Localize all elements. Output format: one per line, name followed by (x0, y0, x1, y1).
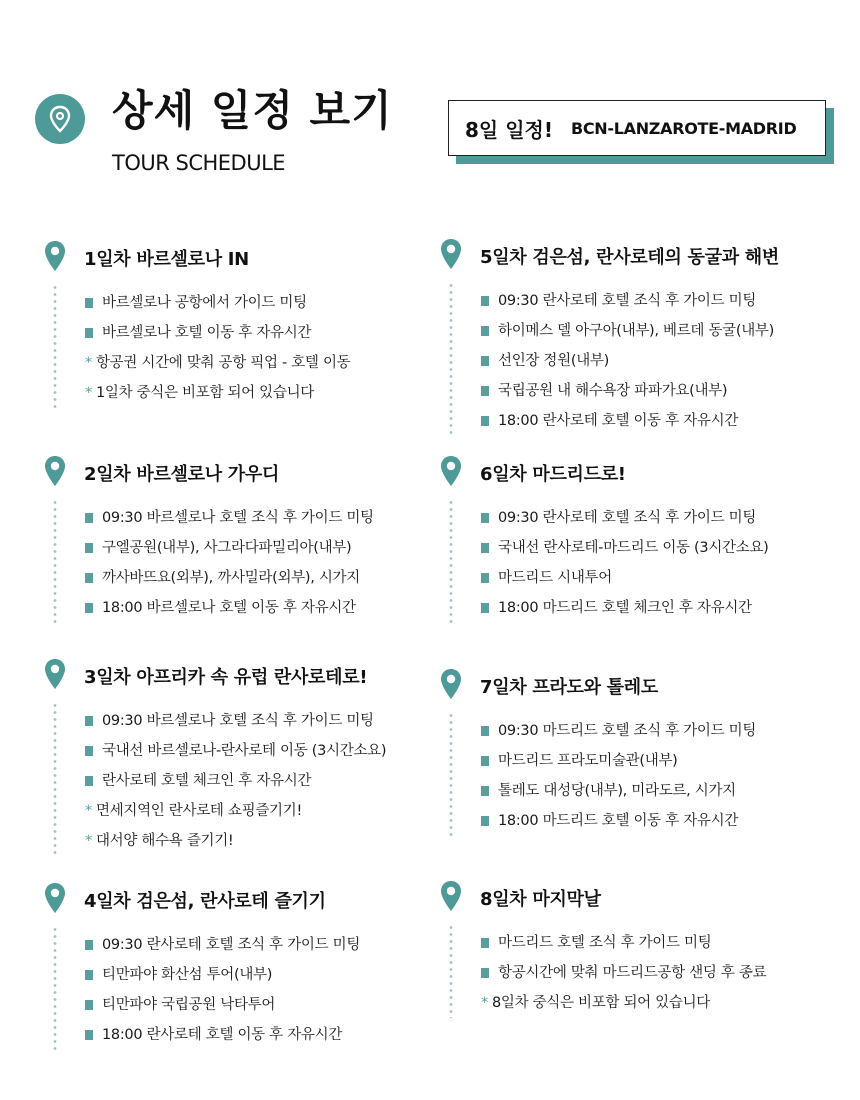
square-bullet-icon (85, 716, 93, 726)
list-item (481, 533, 830, 563)
location-pin-icon (44, 240, 66, 272)
timeline-dots (449, 924, 453, 1018)
day-items (440, 286, 830, 436)
list-item (481, 593, 830, 623)
square-bullet-icon (85, 603, 93, 613)
item-text: 항공권 시간에 맞춰 공항 픽업 - 호텔 이동 (95, 355, 351, 371)
list-item (85, 563, 434, 593)
note-item (85, 826, 434, 856)
list-item (481, 406, 830, 436)
item-text: 8일차 중식은 비포함 되어 있습니다 (491, 995, 711, 1011)
item-text: 18:00 마드리드 호텔 체크인 후 자유시간 (498, 600, 752, 616)
item-text: 09:30 란사로테 호텔 조식 후 가이드 미팅 (498, 510, 757, 526)
timeline-dots (53, 284, 57, 408)
day-header (440, 238, 830, 272)
list-item (481, 376, 830, 406)
item-text: 란사로테 호텔 체크인 후 자유시간 (102, 773, 312, 789)
square-bullet-icon (481, 296, 489, 306)
day-title: 5일차 검은섬, 란사로테의 동굴과 해변 (480, 247, 779, 268)
list-item (481, 563, 830, 593)
square-bullet-icon (85, 1000, 93, 1010)
list-item (85, 930, 434, 960)
day-items (44, 930, 434, 1050)
list-item (481, 746, 830, 776)
square-bullet-icon (85, 298, 93, 308)
day-block (44, 455, 434, 623)
square-bullet-icon (481, 938, 489, 948)
item-text: 바르셀로나 공항에서 가이드 미팅 (102, 295, 307, 311)
list-item (481, 346, 830, 376)
list-item (85, 503, 434, 533)
day-title: 1일차 바르셀로나 IN (84, 249, 249, 270)
list-item (481, 503, 830, 533)
square-bullet-icon (85, 970, 93, 980)
item-text: 18:00 란사로테 호텔 이동 후 자유시간 (102, 1027, 343, 1043)
list-item (85, 288, 434, 318)
day-block (440, 238, 830, 436)
list-item (481, 316, 830, 346)
item-text: 티만파야 화산섬 투어(내부) (102, 967, 273, 983)
day-items (44, 288, 434, 408)
day-items (44, 706, 434, 856)
item-text: 국내선 바르셀로나-란사로테 이동 (3시간소요) (102, 743, 387, 759)
list-item (481, 716, 830, 746)
badge-days: 8일 일정! (465, 117, 553, 142)
item-text: 마드리드 호텔 조식 후 가이드 미팅 (498, 935, 712, 951)
day-block (440, 668, 830, 836)
day-block (44, 240, 434, 408)
square-bullet-icon (85, 940, 93, 950)
day-title: 6일차 마드리드로! (480, 464, 626, 485)
item-text: 선인장 정원(내부) (498, 353, 609, 369)
square-bullet-icon (481, 326, 489, 336)
itinerary-badge (448, 100, 836, 166)
square-bullet-icon (85, 746, 93, 756)
item-text: 1일차 중식은 비포함 되어 있습니다 (95, 385, 315, 401)
item-text: 국내선 란사로테-마드리드 이동 (3시간소요) (498, 540, 769, 556)
square-bullet-icon (481, 968, 489, 978)
day-block (44, 882, 434, 1050)
day-title: 4일차 검은섬, 란사로테 즐기기 (84, 891, 326, 912)
square-bullet-icon (481, 513, 489, 523)
item-text: 18:00 마드리드 호텔 이동 후 자유시간 (498, 813, 739, 829)
list-item (85, 593, 434, 623)
square-bullet-icon (481, 416, 489, 426)
asterisk-icon: * (85, 385, 92, 401)
day-header (440, 455, 830, 489)
day-header (440, 668, 830, 702)
square-bullet-icon (85, 1030, 93, 1040)
list-item (85, 706, 434, 736)
page-title: 상세 일정 보기 (112, 86, 393, 135)
square-bullet-icon (481, 726, 489, 736)
list-item (481, 776, 830, 806)
timeline-dots (53, 702, 57, 856)
asterisk-icon: * (85, 355, 92, 371)
page-subtitle: TOUR SCHEDULE (112, 151, 286, 175)
day-header (44, 240, 434, 274)
badge-box (448, 100, 826, 156)
square-bullet-icon (85, 776, 93, 786)
location-pin-icon (440, 880, 462, 912)
asterisk-icon: * (481, 995, 488, 1011)
day-items (440, 716, 830, 836)
item-text: 18:00 란사로테 호텔 이동 후 자유시간 (498, 413, 739, 429)
day-block (440, 455, 830, 623)
day-header (44, 658, 434, 692)
day-title: 3일차 아프리카 속 유럽 란사로테로! (84, 667, 368, 688)
badge-route: BCN-LANZAROTE-MADRID (570, 118, 797, 138)
day-items (440, 928, 830, 1018)
note-item (85, 796, 434, 826)
timeline-dots (449, 499, 453, 623)
list-item (481, 958, 830, 988)
note-item (85, 348, 434, 378)
square-bullet-icon (481, 786, 489, 796)
list-item (85, 990, 434, 1020)
square-bullet-icon (85, 328, 93, 338)
square-bullet-icon (481, 386, 489, 396)
item-text: 마드리드 프라도미술관(내부) (498, 753, 678, 769)
item-text: 티만파야 국립공원 낙타투어 (102, 997, 276, 1013)
timeline-dots (449, 712, 453, 836)
day-title: 7일차 프라도와 톨레도 (480, 677, 658, 698)
day-block (44, 658, 434, 856)
item-text: 09:30 마드리드 호텔 조식 후 가이드 미팅 (498, 723, 757, 739)
list-item (85, 318, 434, 348)
day-header (44, 455, 434, 489)
note-item (85, 378, 434, 408)
location-pin-icon (440, 238, 462, 270)
header-location-icon (35, 94, 85, 144)
list-item (481, 806, 830, 836)
note-item (481, 988, 830, 1018)
square-bullet-icon (481, 573, 489, 583)
day-items (44, 503, 434, 623)
item-text: 대서양 해수욕 즐기기! (95, 833, 234, 849)
day-items (440, 503, 830, 623)
item-text: 바르셀로나 호텔 이동 후 자유시간 (102, 325, 312, 341)
item-text: 09:30 바르셀로나 호텔 조식 후 가이드 미팅 (102, 713, 374, 729)
item-text: 구엘공원(내부), 사그라다파밀리아(내부) (102, 540, 352, 556)
day-title: 8일차 마지막날 (480, 889, 601, 910)
day-header (44, 882, 434, 916)
list-item (481, 286, 830, 316)
list-item (85, 766, 434, 796)
item-text: 마드리드 시내투어 (498, 570, 612, 586)
location-pin-icon (44, 658, 66, 690)
item-text: 09:30 란사로테 호텔 조식 후 가이드 미팅 (498, 293, 757, 309)
item-text: 톨레도 대성당(내부), 미라도르, 시가지 (498, 783, 736, 799)
square-bullet-icon (481, 356, 489, 366)
item-text: 18:00 바르셀로나 호텔 이동 후 자유시간 (102, 600, 356, 616)
item-text: 09:30 바르셀로나 호텔 조식 후 가이드 미팅 (102, 510, 374, 526)
list-item (85, 736, 434, 766)
item-text: 하이메스 델 아구아(내부), 베르데 동굴(내부) (498, 323, 774, 339)
day-block (440, 880, 830, 1018)
square-bullet-icon (85, 573, 93, 583)
list-item (85, 1020, 434, 1050)
list-item (481, 928, 830, 958)
item-text: 면세지역인 란사로테 쇼핑즐기기! (95, 803, 302, 819)
location-pin-icon (440, 668, 462, 700)
square-bullet-icon (85, 513, 93, 523)
item-text: 09:30 란사로테 호텔 조식 후 가이드 미팅 (102, 937, 361, 953)
square-bullet-icon (481, 816, 489, 826)
square-bullet-icon (85, 543, 93, 553)
asterisk-icon: * (85, 833, 92, 849)
location-pin-icon (440, 455, 462, 487)
item-text: 항공시간에 맞춰 마드리드공항 샌딩 후 종료 (498, 965, 767, 981)
location-pin-icon (44, 455, 66, 487)
square-bullet-icon (481, 603, 489, 613)
list-item (85, 533, 434, 563)
square-bullet-icon (481, 543, 489, 553)
timeline-dots (53, 926, 57, 1050)
item-text: 까사바뜨요(외부), 까사밀라(외부), 시가지 (102, 570, 360, 586)
day-header (440, 880, 830, 914)
location-pin-icon (44, 882, 66, 914)
timeline-dots (53, 499, 57, 623)
square-bullet-icon (481, 756, 489, 766)
timeline-dots (449, 282, 453, 436)
list-item (85, 960, 434, 990)
item-text: 국립공원 내 해수욕장 파파가요(내부) (498, 383, 728, 399)
asterisk-icon: * (85, 803, 92, 819)
day-title: 2일차 바르셀로나 가우디 (84, 464, 280, 485)
